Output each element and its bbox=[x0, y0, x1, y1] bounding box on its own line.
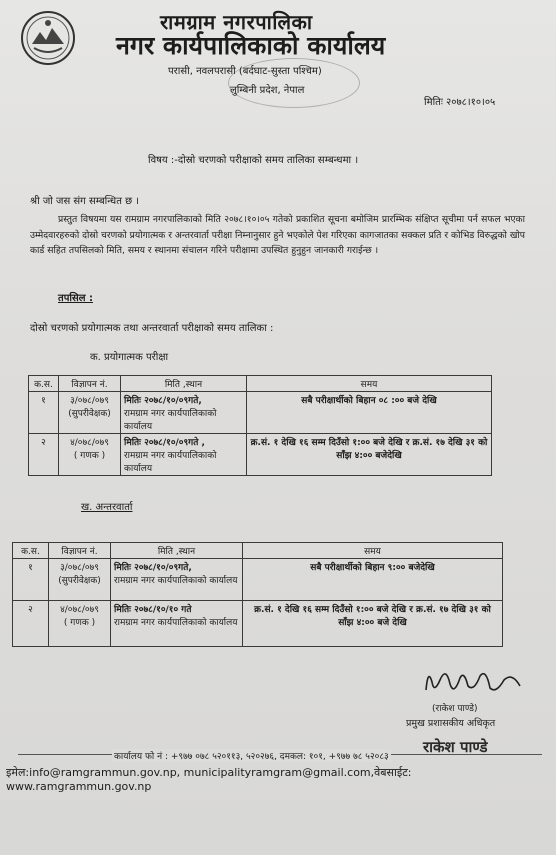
table-header-row bbox=[29, 376, 492, 392]
advertisement-number: ४/०७८/०७९ bbox=[70, 438, 109, 448]
section-interview-heading: ख. अन्तरवार्ता bbox=[81, 502, 133, 513]
column-header: विज्ञापन नं. bbox=[59, 376, 121, 392]
column-header: समय bbox=[243, 543, 503, 559]
post-name: ( गणक ) bbox=[63, 618, 96, 628]
exam-time: क्र.सं. १ देखि १६ सम्म दिउँसो १:०० बजे देखि र क्र.सं. १७ देखि ३१ को साँझ ४:०० बजेदेखि bbox=[247, 434, 492, 476]
post-name: (सुपरीवेक्षक) bbox=[68, 409, 111, 419]
footer-phone: कार्यालय फो नं : +९७७ ०७८ ५२०११३, ५२०२७६, दमकल: १०१, +९७७ ७८ ५२०८३ bbox=[112, 749, 391, 762]
exam-venue: रामग्राम नगर कार्यपालिकाको कार्यालय bbox=[114, 618, 238, 628]
advertisement-cell bbox=[49, 559, 111, 601]
serial-number: १ bbox=[29, 392, 59, 434]
advertisement-cell bbox=[49, 601, 111, 647]
exam-date: मितिः २०७८/१०/०९गते , bbox=[124, 438, 205, 448]
address-line2: लुम्बिनी प्रदेश, नेपाल bbox=[230, 85, 305, 96]
table-row bbox=[13, 559, 503, 601]
practical-exam-table bbox=[28, 375, 492, 476]
interview-table bbox=[12, 542, 503, 647]
letter-body: प्रस्तुत विषयमा यस रामग्राम नगरपालिकाको मिति २०७८।१०।०५ गतेको प्रकाशित सूचना बमोजिम प्रारम्भिक संक्षिप्त सूचीमा पर्न सफल भएका उम्मेदवारहरुको दोस्रो चरणको प्रयोगात्मक र अन्तरवार्ता परीक्षा निम्नानुसार हुने भएकोले पेश गरिएका कागजातका सक्कल प्रति र कोभिड विरुद्धको खोप कार्ड सहित तपसिलको मिति, समय र स्थानमा संचालन गरिने परीक्षामा उपस्थित हुनुहुन जानकारी गराईन्छ । bbox=[30, 214, 525, 256]
org-name-line2: नगर कार्यपालिकाको कार्यालय bbox=[116, 31, 386, 60]
addressee: श्री जो जस संग सम्बन्धित छ । bbox=[30, 196, 140, 207]
exam-time: सबै परीक्षार्थीको बिहान ०८ :०० बजे देखि bbox=[247, 392, 492, 434]
footer-contact: इमेल:info@ramgrammun.gov.np, municipalityramgram@gmail.com,वेबसाईट: www.ramgrammun.gov.np bbox=[6, 766, 412, 793]
exam-time: सबै परीक्षार्थीको बिहान ९:०० बजेदेखि bbox=[243, 559, 503, 601]
post-name: (सुपरीवेक्षक) bbox=[58, 576, 101, 586]
org-name-line1: रामग्राम नगरपालिका bbox=[160, 10, 313, 34]
advertisement-cell bbox=[59, 434, 121, 476]
handwritten-signature bbox=[420, 660, 530, 705]
section-practical-heading: क. प्रयोगात्मक परीक्षा bbox=[90, 352, 169, 363]
signatory-name: (राकेश पाण्डे) bbox=[432, 704, 478, 714]
exam-date: मितिः २०७८/१०/०९गते, bbox=[114, 563, 192, 573]
column-header: विज्ञापन नं. bbox=[49, 543, 111, 559]
date-venue-cell bbox=[111, 601, 243, 647]
serial-number: १ bbox=[13, 559, 49, 601]
column-header: क.स. bbox=[13, 543, 49, 559]
table-header-row bbox=[13, 543, 503, 559]
column-header: मिति ,स्थान bbox=[121, 376, 247, 392]
serial-number: २ bbox=[29, 434, 59, 476]
advertisement-cell bbox=[59, 392, 121, 434]
address-line1: परासी, नवलपरासी (बर्दघाट-सुस्ता पश्चिम) bbox=[168, 66, 322, 77]
exam-date: मितिः २०७८/१०/१० गते bbox=[114, 605, 192, 615]
table-row bbox=[29, 434, 492, 476]
nepal-emblem-icon bbox=[20, 10, 76, 66]
table-row bbox=[29, 392, 492, 434]
schedule-title: दोस्रो चरणको प्रयोगात्मक तथा अन्तरवार्ता परीक्षाको समय तालिका : bbox=[30, 323, 274, 334]
exam-time: क्र.सं. १ देखि १६ सम्म दिउँसो १:०० बजे देखि र क्र.सं. १७ देखि ३१ को साँझ ४:०० बजे देखि bbox=[243, 601, 503, 647]
exam-venue: रामग्राम नगर कार्यपालिकाको कार्यालय bbox=[114, 576, 238, 586]
column-header: समय bbox=[247, 376, 492, 392]
advertisement-number: ३/०७८/०७९ bbox=[60, 563, 99, 573]
signatory-stamp-name: राकेश पाण्डे bbox=[423, 738, 488, 756]
date-venue-cell bbox=[121, 434, 247, 476]
date-venue-cell bbox=[111, 559, 243, 601]
advertisement-number: ३/०७८/०७९ bbox=[70, 396, 109, 406]
serial-number: २ bbox=[13, 601, 49, 647]
exam-venue: रामग्राम नगर कार्यपालिकाको कार्यालय bbox=[124, 409, 217, 432]
column-header: मिति ,स्थान bbox=[111, 543, 243, 559]
advertisement-number: ४/०७८/०७९ bbox=[60, 605, 99, 615]
column-header: क.स. bbox=[29, 376, 59, 392]
signatory-designation: प्रमुख प्रशासकीय अधिकृत bbox=[406, 718, 496, 729]
date-venue-cell bbox=[121, 392, 247, 434]
exam-date: मितिः २०७८/१०/०९गते, bbox=[124, 396, 202, 406]
letter-subject: विषय :-दोस्रो चरणको परीक्षाको समय तालिका सम्बन्धमा । bbox=[148, 155, 359, 166]
table-row bbox=[13, 601, 503, 647]
letter-date: मितिः २०७८।१०।०५ bbox=[424, 97, 496, 108]
post-name: ( गणक ) bbox=[73, 451, 106, 461]
exam-venue: रामग्राम नगर कार्यपालिकाको कार्यालय bbox=[124, 451, 217, 474]
tapasil-heading: तपसिल : bbox=[58, 293, 93, 304]
